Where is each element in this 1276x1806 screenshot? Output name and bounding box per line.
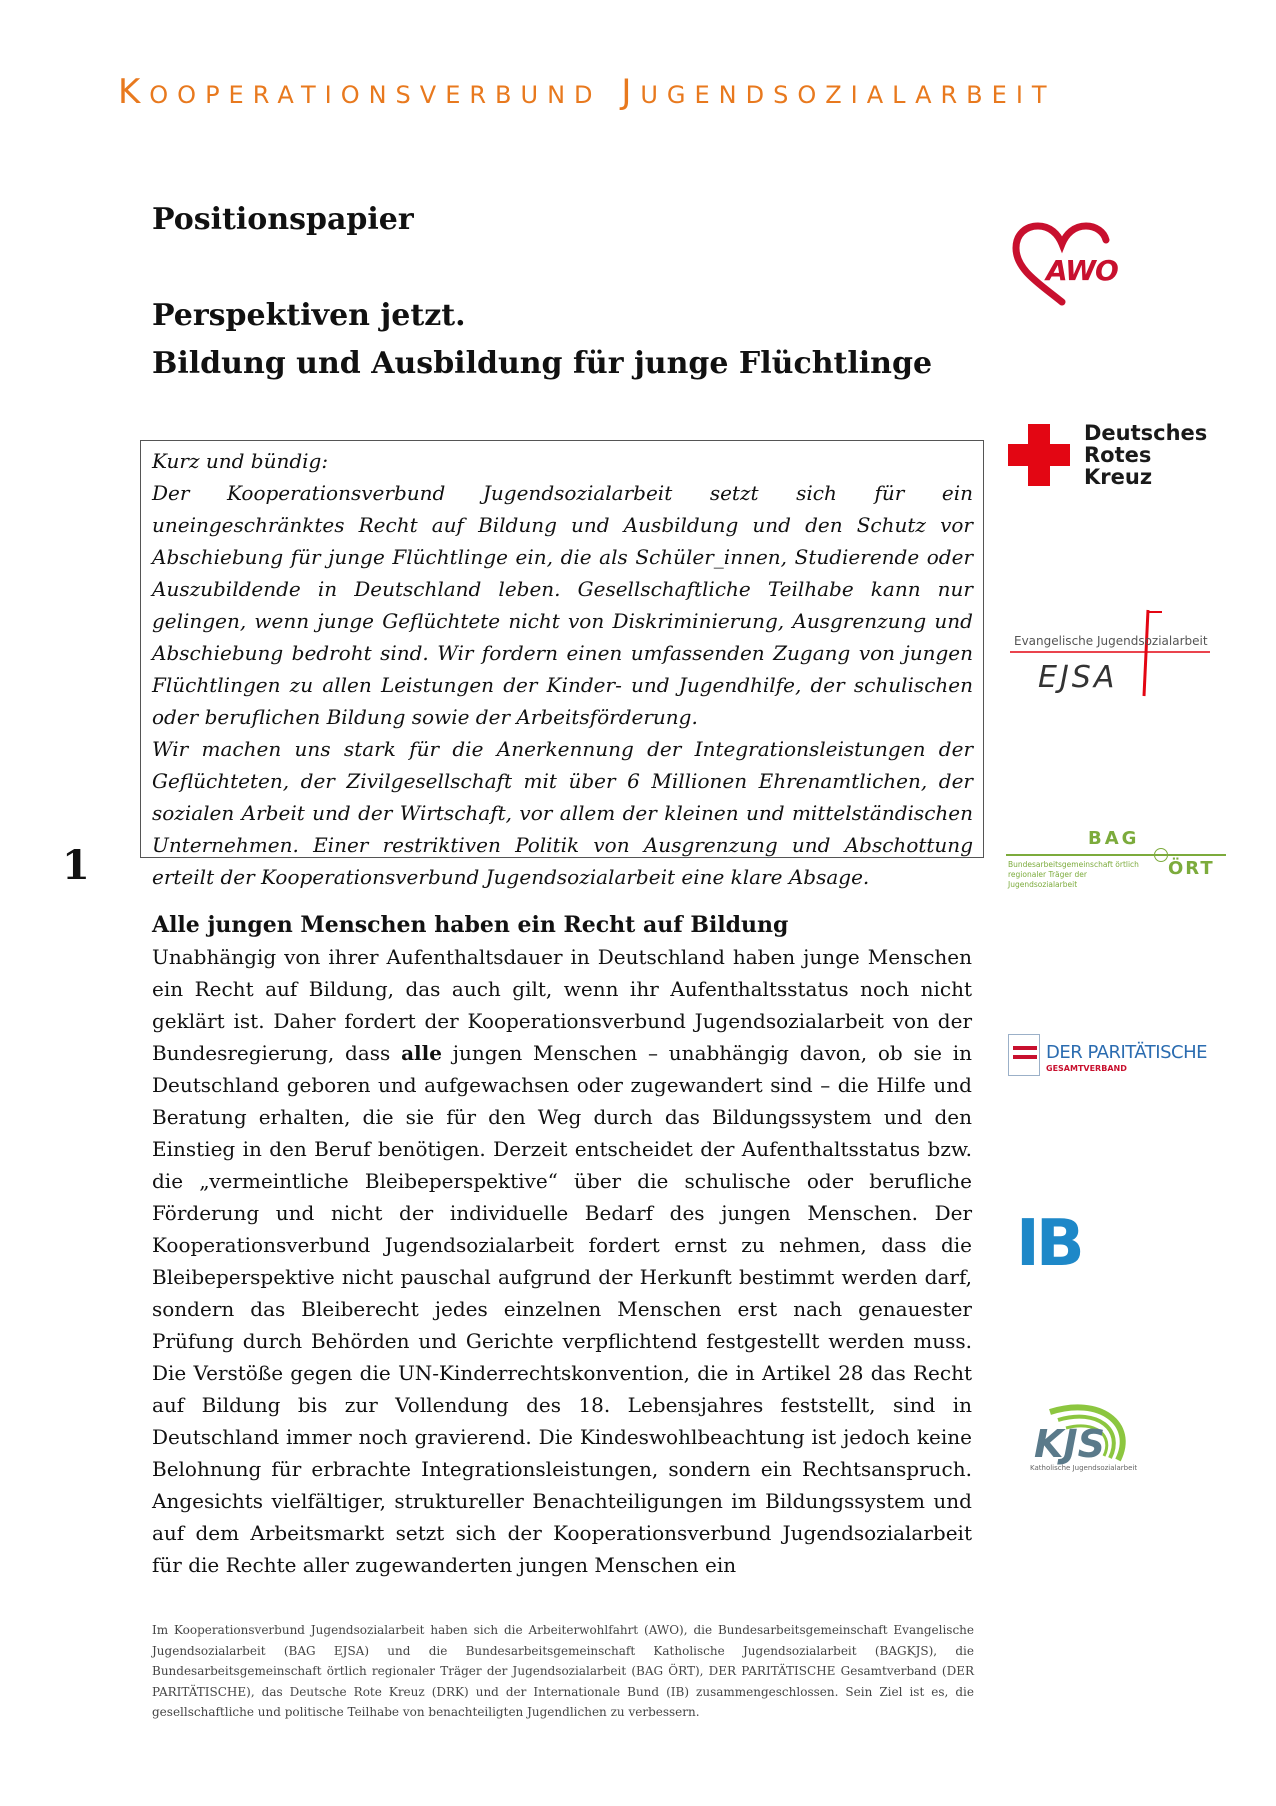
bag-ort-logo [1006, 828, 1226, 904]
section-bildung [152, 909, 972, 1581]
summary-paragraph-1: Der Kooperationsverbund Jugendsozialarbeit setzt sich für ein uneingeschränktes Recht auf Bildung und Ausbildung und den Schutz vor Abschiebung für junge Flüchtlinge ein, die als Schüler_innen, Studierende oder Auszubildende in Deutschland leben. Gesellschaftliche Teilhabe kann nur gelingen, wenn junge Geflüchtete nicht von Diskriminierung, Ausgrenzung und Abschiebung bedroht sind. Wir fordern einen umfassenden Zugang von jungen Flüchtlingen zu allen Leistungen der Kinder- und Jugendhilfe, der schulischen oder beruflichen Bildung sowie der Arbeitsförderung. [152, 481, 973, 729]
footnote: Im Kooperationsverbund Jugendsozialarbeit haben sich die Arbeiterwohlfahrt (AWO), die Bundesarbeitsgemeinschaft Evangelische Jugendsozialarbeit (BAG EJSA) und die Bundesarbeitsgemeinschaft Katholische Jugendsozialarbeit (BAGKJS), die Bundesarbeitsgemeinschaft örtlich regionaler Träger der Jugendsozialarbeit (BAG ÖRT), DER PARITÄTISCHE Gesamtverband (DER PARITÄTISCHE), das Deutsche Rote Kreuz (DRK) und der Internationale Bund (IB) zusammengeschlossen. Sein Ziel ist es, die gesellschaftliche und politische Teilhabe von benachteiligten Jugendlichen zu verbessern. [152, 1623, 974, 1719]
ib-text: IB [1016, 1207, 1081, 1281]
ort-text: ÖRT [1168, 858, 1215, 879]
summary-heading: Kurz und bündig: [152, 449, 329, 473]
awo-logo [1010, 222, 1130, 308]
section-heading: Alle jungen Menschen haben ein Recht auf Bildung [152, 912, 789, 938]
bag-text: BAG [1088, 828, 1140, 849]
kjs-text: KJS [1034, 1422, 1105, 1466]
summary-box [140, 440, 984, 889]
title-line-1: Perspektiven jetzt. [152, 298, 466, 333]
ejsa-logo [1010, 608, 1220, 698]
drk-logo [1008, 422, 1208, 488]
kjs-logo [1010, 1400, 1140, 1490]
ejsa-wordmark: EJSA [1038, 660, 1118, 695]
title-line-2: Bildung und Ausbildung für junge Flüchtlinge [152, 346, 933, 381]
document-type: Positionspapier [152, 202, 414, 237]
awo-text: AWO [1046, 254, 1118, 287]
page-number: 1 [62, 842, 90, 889]
kjs-subtitle: Katholische Jugendsozialarbeit [1030, 1464, 1138, 1472]
summary-paragraph-2: Wir machen uns stark für die Anerkennung der Integrationsleistungen der Geflüchteten, der Zivilgesellschaft mit über 6 Millionen Ehrenamtlichen, der sozialen Arbeit und der Wirtschaft, vor allem der kleinen und mittelständischen Unternehmen. Einer restriktiven Politik von Ausgrenzung und Abschottung erteilt der Kooperationsverbund Jugendsozialarbeit eine klare Absage. [152, 737, 973, 889]
paritaetische-bar-top [1013, 1046, 1037, 1050]
bag-divider [1006, 854, 1226, 856]
drk-text-line-2: Rotes [1084, 443, 1152, 467]
section-body [152, 941, 972, 1581]
body-text-part-1: Unabhängig von ihrer Aufenthaltsdauer in Deutschland haben junge Menschen ein Recht auf Bildung, das auch gilt, wenn ihr Aufenthaltsstatus noch nicht geklärt ist. Daher fordert der Kooperationsverbund Jugendsozialarbeit von der Bundesregierung, dass [152, 945, 972, 1065]
ejsa-subtitle: Evangelische Jugendsozialarbeit [1014, 634, 1208, 648]
drk-text-line-1: Deutsches [1084, 421, 1208, 445]
drk-text [1084, 422, 1207, 488]
drk-text-line-3: Kreuz [1084, 465, 1153, 489]
paritaetische-text: DER PARITÄTISCHE [1046, 1042, 1208, 1063]
paritaetische-logo [1008, 1034, 1226, 1078]
bag-subtitle: Bundesarbeitsgemeinschaft örtlich regionaler Träger der Jugendsozialarbeit [1008, 860, 1139, 889]
body-text-part-2: jungen Menschen – unabhängig davon, ob sie in Deutschland geboren und aufgewachsen oder zugewandert sind – die Hilfe und Beratung erhalten, die sie für den Weg durch das Bildungssystem und den Einstieg in den Beruf benötigen. Derzeit entscheidet der Aufenthaltsstatus bzw. die „vermeintliche Bleibeperspektive“ über die schulische oder berufliche Förderung und nicht der individuelle Bedarf des jungen Menschen. Der Kooperationsverbund Jugendsozialarbeit fordert ernst zu nehmen, dass die Bleibeperspektive nicht pauschal aufgrund der Herkunft bestimmt werden darf, sondern das Bleiberecht jedes einzelnen Menschen erst nach genauester Prüfung durch Behörden und Gerichte verpflichtend festgestellt werden muss. Die Verstöße gegen die UN-Kinderrechtskonvention, die in Artikel 28 das Recht auf Bildung bis zur Vollendung des 18. Lebensjahres feststellt, sind in Deutschland immer noch gravierend. Die Kindeswohlbeachtung ist jedoch keine Belohnung für erbrachte Integrationsleistungen, sondern ein Rechtsanspruch. Angesichts vielfältiger, struktureller Benachteiligungen im Bildungssystem und auf dem Arbeitsmarkt setzt sich der Kooperationsverbund Jugendsozialarbeit für die Rechte aller zugewanderten jungen Menschen ein [152, 1041, 972, 1577]
paritaetische-bar-bottom [1013, 1055, 1037, 1059]
document-title [152, 292, 932, 388]
paritaetische-subtitle: GESAMTVERBAND [1046, 1064, 1127, 1073]
bag-circle-icon [1154, 848, 1168, 862]
paritaetische-box-icon [1008, 1034, 1040, 1076]
red-cross-icon [1008, 424, 1070, 486]
ib-logo [1016, 1206, 1102, 1284]
org-header: Kooperationsverbund Jugendsozialarbeit [118, 72, 1056, 112]
body-emphasis: alle [401, 1041, 442, 1065]
